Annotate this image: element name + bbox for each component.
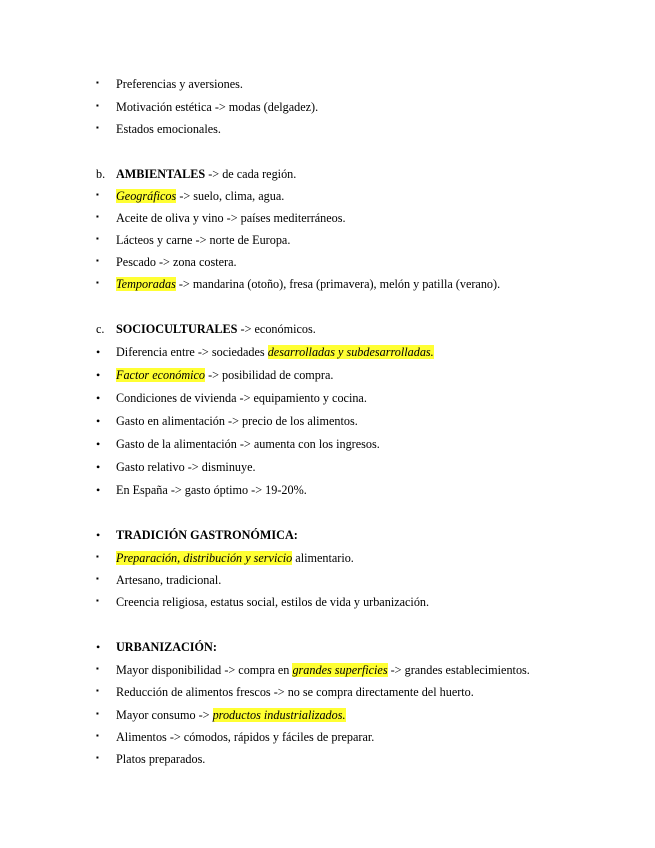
line-text [116, 412, 358, 430]
document-line [0, 75, 600, 93]
document-line [0, 549, 600, 567]
plain-text: Diferencia entre -> sociedades [116, 345, 268, 359]
plain-text: Gasto relativo -> disminuye. [116, 460, 256, 474]
line-text [116, 728, 374, 746]
square-bullet-icon: ▪ [96, 78, 99, 87]
highlighted-text: Preparación, distribución y servicio [116, 551, 293, 565]
bold-heading: AMBIENTALES [116, 167, 206, 181]
line-text [116, 253, 237, 271]
plain-text: Mayor consumo -> [116, 708, 213, 722]
document-line [0, 750, 600, 768]
list-letter: b. [96, 167, 106, 181]
line-text [116, 571, 221, 589]
line-text [116, 593, 429, 611]
document-line [0, 187, 600, 205]
plain-text: alimentario. [292, 551, 354, 565]
plain-text: -> grandes establecimientos. [387, 663, 530, 677]
plain-text: -> posibilidad de compra. [205, 368, 334, 382]
bullet-icon: • [96, 345, 101, 359]
line-text [116, 366, 333, 384]
line-text [116, 98, 318, 116]
line-text [116, 231, 290, 249]
plain-text: Reducción de alimentos frescos -> no se compra directamente del huerto. [116, 685, 474, 699]
document-line [0, 231, 600, 249]
highlighted-text: desarrolladas y subdesarrolladas. [267, 345, 434, 359]
document-line [0, 728, 600, 746]
line-text [116, 120, 221, 138]
line-text [116, 320, 316, 338]
document-line [0, 253, 600, 271]
bullet-icon: • [96, 483, 101, 497]
line-text [116, 661, 530, 679]
bullet-icon: • [96, 460, 101, 474]
plain-text: -> suelo, clima, agua. [176, 189, 285, 203]
document-line [0, 275, 600, 293]
bullet-icon: • [96, 391, 101, 405]
document-line [0, 526, 600, 544]
plain-text: Estados emocionales. [116, 122, 221, 136]
plain-text: Artesano, tradicional. [116, 573, 222, 587]
bullet-icon: • [96, 414, 101, 428]
plain-text: -> económicos. [237, 322, 316, 336]
document-line [0, 209, 600, 227]
plain-text: Creencia religiosa, estatus social, estilos de vida y urbanización. [116, 595, 430, 609]
square-bullet-icon: ▪ [96, 753, 99, 762]
line-text [116, 343, 434, 361]
line-text [116, 275, 500, 293]
highlighted-text: productos industrializados. [212, 708, 346, 722]
square-bullet-icon: ▪ [96, 190, 99, 199]
bullet-icon: • [96, 640, 101, 654]
document-line [0, 165, 600, 183]
line-text [116, 706, 346, 724]
bullet-icon: • [96, 528, 101, 542]
bullet-icon: • [96, 437, 101, 451]
document-line [0, 343, 600, 361]
document-line [0, 706, 600, 724]
bold-heading: TRADICIÓN GASTRONÓMICA: [116, 528, 298, 542]
line-text [116, 750, 205, 768]
line-text [116, 187, 284, 205]
square-bullet-icon: ▪ [96, 552, 99, 561]
document-line [0, 458, 600, 476]
plain-text: Gasto en alimentación -> precio de los alimentos. [116, 414, 358, 428]
square-bullet-icon: ▪ [96, 574, 99, 583]
bullet-icon: • [96, 368, 101, 382]
document-line [0, 571, 600, 589]
plain-text: Preferencias y aversiones. [116, 77, 243, 91]
list-letter: c. [96, 322, 105, 336]
bold-heading: SOCIOCULTURALES [116, 322, 238, 336]
line-text [116, 75, 243, 93]
square-bullet-icon: ▪ [96, 686, 99, 695]
document-line [0, 320, 600, 338]
plain-text: Platos preparados. [116, 752, 206, 766]
square-bullet-icon: ▪ [96, 101, 99, 110]
plain-text: -> mandarina (otoño), fresa (primavera), melón y patilla (verano). [175, 277, 501, 291]
square-bullet-icon: ▪ [96, 234, 99, 243]
line-text [116, 435, 380, 453]
document-line [0, 481, 600, 499]
plain-text: Mayor disponibilidad -> compra en [116, 663, 293, 677]
line-text [116, 458, 256, 476]
highlighted-text: Geográficos [116, 189, 177, 203]
document-line [0, 683, 600, 701]
line-text [116, 683, 474, 701]
document-line [0, 412, 600, 430]
document-line [0, 120, 600, 138]
plain-text: En España -> gasto óptimo -> 19-20%. [116, 483, 307, 497]
square-bullet-icon: ▪ [96, 123, 99, 132]
square-bullet-icon: ▪ [96, 731, 99, 740]
document-line [0, 366, 600, 384]
square-bullet-icon: ▪ [96, 256, 99, 265]
line-text [116, 389, 367, 407]
square-bullet-icon: ▪ [96, 664, 99, 673]
plain-text: Alimentos -> cómodos, rápidos y fáciles de preparar. [116, 730, 375, 744]
document-line [0, 389, 600, 407]
line-text [116, 526, 298, 544]
line-text [116, 165, 296, 183]
line-text [116, 638, 217, 656]
square-bullet-icon: ▪ [96, 278, 99, 287]
plain-text: Motivación estética -> modas (delgadez). [116, 100, 319, 114]
line-text [116, 209, 346, 227]
plain-text: Lácteos y carne -> norte de Europa. [116, 233, 291, 247]
document-line [0, 435, 600, 453]
line-text [116, 549, 354, 567]
document-line [0, 638, 600, 656]
line-text [116, 481, 307, 499]
bold-heading: URBANIZACIÓN: [116, 640, 217, 654]
highlighted-text: grandes superficies [292, 663, 388, 677]
square-bullet-icon: ▪ [96, 212, 99, 221]
square-bullet-icon: ▪ [96, 709, 99, 718]
highlighted-text: Factor económico [116, 368, 206, 382]
document-line [0, 98, 600, 116]
plain-text: Gasto de la alimentación -> aumenta con los ingresos. [116, 437, 380, 451]
document-line [0, 593, 600, 611]
plain-text: Condiciones de vivienda -> equipamiento y cocina. [116, 391, 367, 405]
plain-text: -> de cada región. [205, 167, 297, 181]
plain-text: Pescado -> zona costera. [116, 255, 237, 269]
plain-text: Aceite de oliva y vino -> países mediterráneos. [116, 211, 346, 225]
document-line [0, 661, 600, 679]
highlighted-text: Temporadas [116, 277, 176, 291]
square-bullet-icon: ▪ [96, 596, 99, 605]
